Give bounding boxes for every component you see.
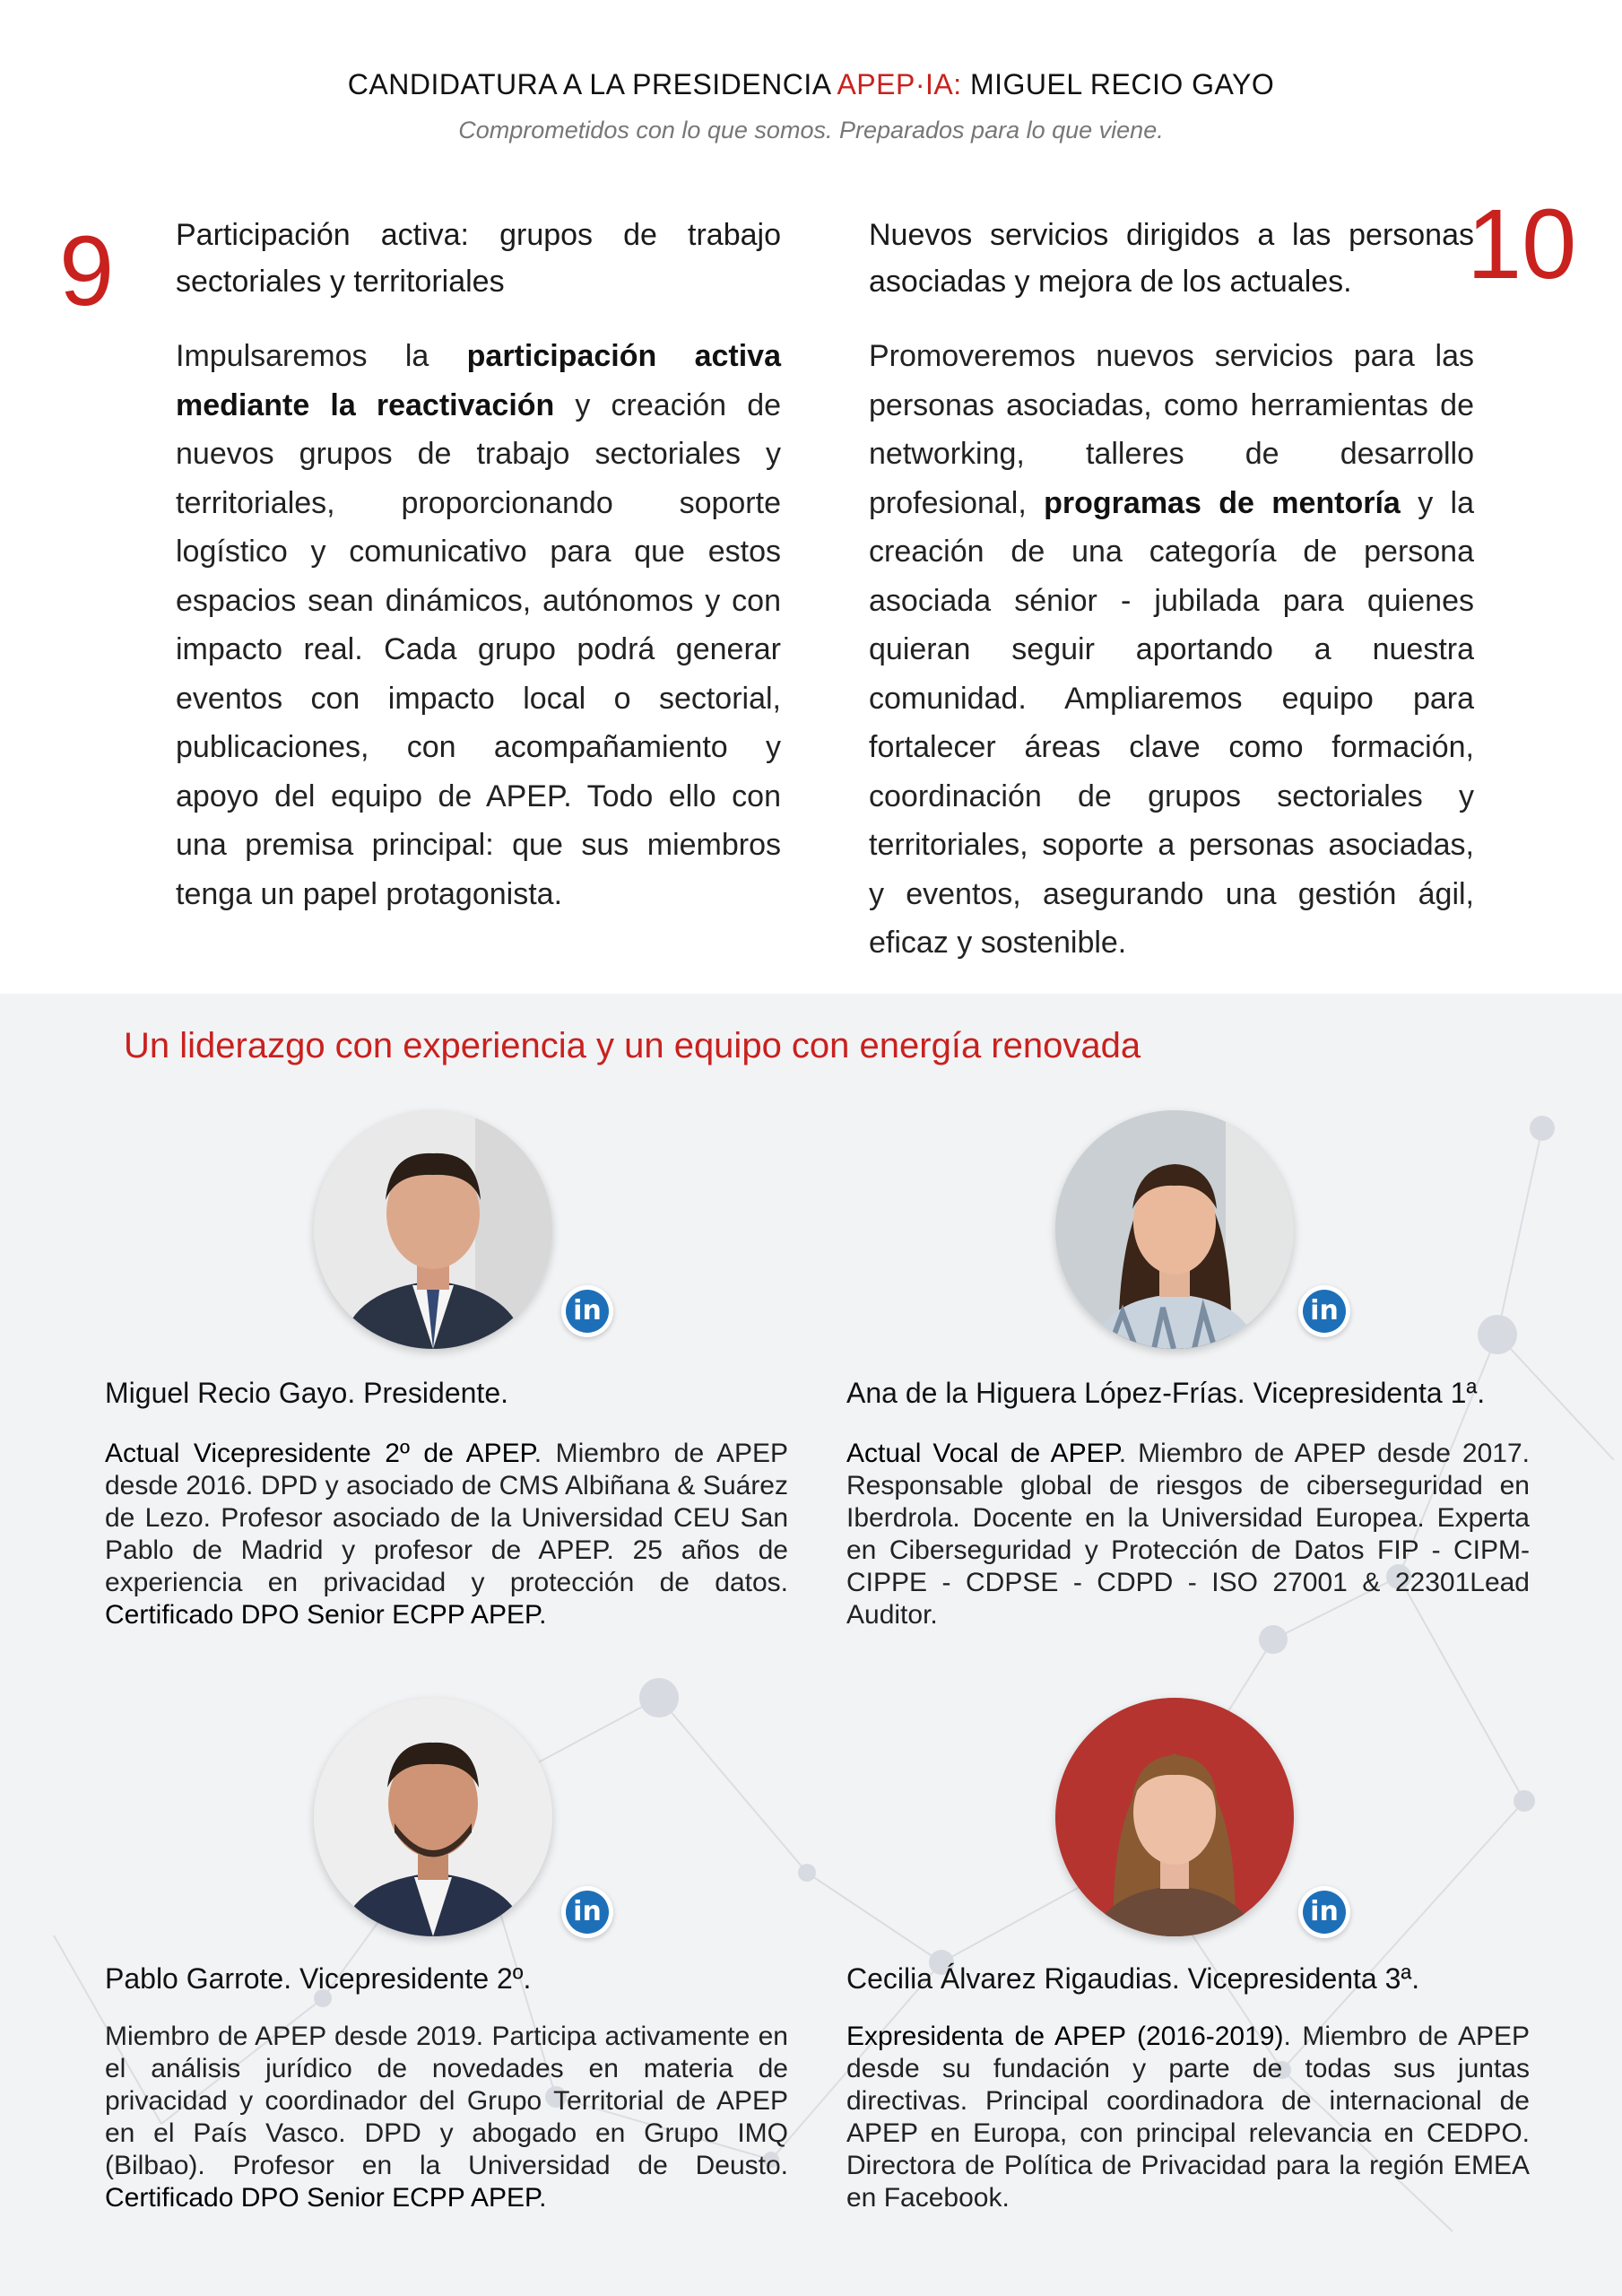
- avatar-ana-higuera: [1055, 1110, 1294, 1349]
- member-name-ana-higuera: Ana de la Higuera López-Frías. Vicepresidenta 1ª.: [846, 1377, 1486, 1409]
- member-bio-pablo-garrote: [105, 2021, 788, 2214]
- body-text: . Miembro de APEP desde 2017. Responsable global de riesgos de ciberseguridad en Iberdrola. Docente en la Universidad Europea. Experta en Ciberseguridad y Protección de Datos FIP - CIPM- CIPPE - CDPSE - CDPD - ISO 27001 & 22301Lead Auditor.: [846, 1439, 1530, 1630]
- member-bio-miguel-recio: [105, 1438, 788, 1631]
- portrait-illustration: [1055, 1698, 1294, 1936]
- emphasis-text: Actual Vicepresidente 2º de APEP: [105, 1439, 534, 1468]
- portrait-illustration: [314, 1110, 552, 1349]
- body-text: y la creación de una categoría de persona asociada sénior - jubilada para quienes quieran seguir aportando a nuestra comunidad. Ampliaremos equipo para fortalecer áreas clave como formación, coordinación de grupos sectoriales y territoriales, soporte a personas asociadas, y eventos, asegurando una gestión ágil, eficaz y sostenible.: [869, 485, 1475, 960]
- body-text: . Miembro de APEP desde su fundación y parte de todas sus juntas directivas. Principal coordinadora de internacional de APEP en Europa, con principal relevancia en CEDPO. Directora de Política de Privacidad para la región EMEA en Facebook.: [846, 2022, 1530, 2213]
- member-bio-ana-higuera: [846, 1438, 1530, 1631]
- body-text: Impulsaremos la: [176, 339, 467, 373]
- member-name-miguel-recio: Miguel Recio Gayo. Presidente.: [105, 1377, 508, 1409]
- proposal-body-10: [869, 332, 1474, 968]
- member-bio-cecilia-alvarez: [846, 2021, 1530, 2214]
- linkedin-icon: in: [1303, 1891, 1346, 1934]
- linkedin-icon: in: [566, 1290, 609, 1333]
- title-prefix: CANDIDATURA A LA PRESIDENCIA: [347, 68, 837, 100]
- portrait-illustration: [1055, 1110, 1294, 1349]
- proposal-body-9: [176, 332, 781, 918]
- emphasis-text: participación activa mediante la reactivación: [176, 339, 781, 422]
- title-suffix: MIGUEL RECIO GAYO: [961, 68, 1275, 100]
- body-text: y creación de nuevos grupos de trabajo sectoriales y territoriales, proporcionando soporte logístico y comunicativo para que estos espacios sean dinámicos, autónomos y con impacto real. Cada grupo podrá generar eventos con impacto local o sectorial, publicaciones, con acompañamiento y apoyo del equipo de APEP. Todo ello con una premisa principal: que sus miembros tenga un papel protagonista.: [176, 387, 782, 911]
- emphasis-text: Expresidenta de APEP (2016-2019): [846, 2022, 1284, 2051]
- linkedin-button-pablo-garrote[interactable]: [561, 1886, 613, 1938]
- emphasis-text: Certificado DPO Senior ECPP APEP.: [105, 2183, 547, 2213]
- proposal-number-9: 9: [59, 216, 115, 326]
- emphasis-text: Actual Vocal de APEP: [846, 1439, 1119, 1468]
- portrait-illustration: [314, 1698, 552, 1936]
- proposal-title-10: Nuevos servicios dirigidos a las personas asociadas y mejora de los actuales.: [869, 218, 1474, 299]
- member-name-cecilia-alvarez: Cecilia Álvarez Rigaudias. Vicepresidenta 3ª.: [846, 1962, 1420, 1995]
- proposal-number-10: 10: [1467, 189, 1577, 300]
- linkedin-button-cecilia-alvarez[interactable]: [1298, 1886, 1350, 1938]
- document-title: [0, 68, 1622, 101]
- body-text: Miembro de APEP desde 2019. Participa activamente en el análisis jurídico de novedades en materia de privacidad y coordinador del Grupo Territorial de APEP en el País Vasco. DPD y abogado en Grupo IMQ (Bilbao). Profesor en la Universidad de Deusto.: [105, 2022, 788, 2180]
- document-subtitle: Comprometidos con lo que somos. Preparados para lo que viene.: [458, 117, 1164, 144]
- linkedin-icon: in: [1303, 1290, 1346, 1333]
- team-heading: Un liderazgo con experiencia y un equipo con energía renovada: [124, 1026, 1141, 1065]
- emphasis-text: Certificado DPO Senior ECPP APEP.: [105, 1600, 547, 1630]
- avatar-miguel-recio: [314, 1110, 552, 1349]
- emphasis-text: programas de mentoría: [1044, 485, 1401, 520]
- linkedin-button-ana-higuera[interactable]: [1298, 1285, 1350, 1337]
- body-text: Promoveremos nuevos servicios para las personas asociadas, como herramientas de networking, talleres de desarrollo profesional,: [869, 339, 1474, 520]
- avatar-cecilia-alvarez: [1055, 1698, 1294, 1936]
- linkedin-icon: in: [566, 1891, 609, 1934]
- body-text: . Miembro de APEP desde 2016. DPD y asociado de CMS Albiñana & Suárez de Lezo. Profesor asociado de la Universidad CEU San Pablo de Madrid y profesor de APEP. 25 años de experiencia en privacidad y protección de datos.: [105, 1439, 788, 1597]
- linkedin-button-miguel-recio[interactable]: [561, 1285, 613, 1337]
- proposal-title-9: Participación activa: grupos de trabajo sectoriales y territoriales: [176, 218, 781, 299]
- title-accent: APEP·IA:: [837, 68, 962, 100]
- member-name-pablo-garrote: Pablo Garrote. Vicepresidente 2º.: [105, 1962, 532, 1995]
- avatar-pablo-garrote: [314, 1698, 552, 1936]
